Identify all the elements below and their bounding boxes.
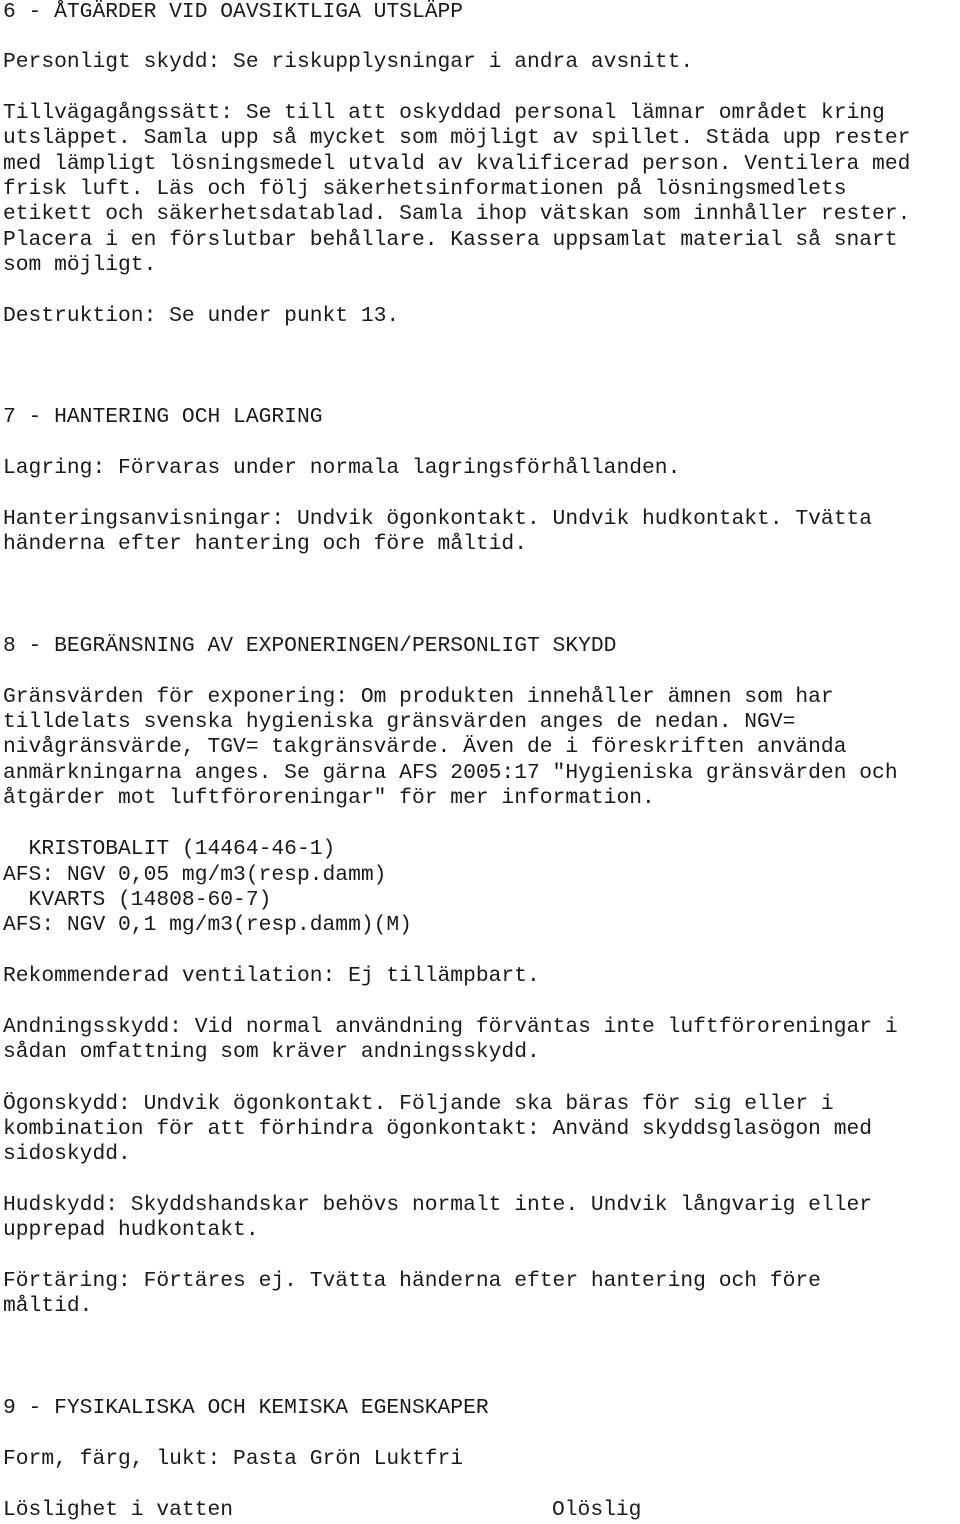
substance-kvarts: KVARTS (14808-60-7)	[3, 888, 272, 912]
section-6-heading: 6 - ÅTGÄRDER VID OAVSIKTLIGA UTSLÄPP	[3, 0, 464, 24]
eye-protection-line-3: sidoskydd.	[3, 1142, 131, 1166]
procedure-line-2: utsläppet. Samla upp så mycket som möjligt av spillet. Städa upp rester	[3, 126, 911, 150]
safety-data-sheet-page	[3, 0, 958, 1522]
eye-protection-line-1: Ögonskydd: Undvik ögonkontakt. Följande ska bäras för sig eller i	[3, 1092, 834, 1116]
exposure-limits-line-1: Gränsvärden för exponering: Om produkten innehåller ämnen som har	[3, 685, 834, 709]
procedure-line-6: Placera i en förslutbar behållare. Kassera uppsamlat material så snart	[3, 228, 898, 252]
storage-line: Lagring: Förvaras under normala lagringsförhållanden.	[3, 456, 681, 480]
procedure-line-7: som möjligt.	[3, 253, 157, 277]
ingestion-line-2: måltid.	[3, 1294, 93, 1318]
procedure-line-1: Tillvägagångssätt: Se till att oskyddad personal lämnar området kring	[3, 101, 885, 125]
substance-kristobalit-limit: AFS: NGV 0,05 mg/m3(resp.damm)	[3, 863, 387, 887]
procedure-line-3: med lämpligt lösningsmedel utvald av kvalificerad person. Ventilera med	[3, 152, 911, 176]
destruction-line: Destruktion: Se under punkt 13.	[3, 304, 400, 328]
ventilation-line: Rekommenderad ventilation: Ej tillämpbart.	[3, 964, 540, 988]
exposure-limits-line-5: åtgärder mot luftföroreningar" för mer information.	[3, 786, 655, 810]
respiratory-line-2: sådan omfattning som kräver andningsskydd.	[3, 1040, 540, 1064]
skin-protection-line-1: Hudskydd: Skyddshandskar behövs normalt inte. Undvik långvarig eller	[3, 1193, 873, 1217]
section-7-heading: 7 - HANTERING OCH LAGRING	[3, 405, 323, 429]
substance-kristobalit: KRISTOBALIT (14464-46-1)	[3, 837, 336, 861]
ingestion-line-1: Förtäring: Förtäres ej. Tvätta händerna efter hantering och före	[3, 1269, 821, 1293]
section-8-heading: 8 - BEGRÄNSNING AV EXPONERINGEN/PERSONLIGT SKYDD	[3, 634, 617, 658]
handling-line-1: Hanteringsanvisningar: Undvik ögonkontakt. Undvik hudkontakt. Tvätta	[3, 507, 873, 531]
solubility-value: Olöslig	[552, 1498, 642, 1522]
section-9-heading: 9 - FYSIKALISKA OCH KEMISKA EGENSKAPER	[3, 1396, 489, 1420]
form-color-odor-line: Form, färg, lukt: Pasta Grön Luktfri	[3, 1447, 464, 1471]
handling-line-2: händerna efter hantering och före måltid.	[3, 532, 527, 556]
eye-protection-line-2: kombination för att förhindra ögonkontakt: Använd skyddsglasögon med	[3, 1117, 873, 1141]
exposure-limits-line-2: tilldelats svenska hygieniska gränsvärden anges de nedan. NGV=	[3, 710, 796, 734]
skin-protection-line-2: upprepad hudkontakt.	[3, 1218, 259, 1242]
exposure-limits-line-4: anmärkningarna anges. Se gärna AFS 2005:17 "Hygieniska gränsvärden och	[3, 761, 898, 785]
personal-protection-line: Personligt skydd: Se riskupplysningar i andra avsnitt.	[3, 50, 694, 74]
solubility-label: Löslighet i vatten	[3, 1498, 234, 1522]
respiratory-line-1: Andningsskydd: Vid normal användning förväntas inte luftföroreningar i	[3, 1015, 898, 1039]
exposure-limits-line-3: nivågränsvärde, TGV= takgränsvärde. Även de i föreskriften använda	[3, 735, 847, 759]
procedure-line-5: etikett och säkerhetsdatablad. Samla ihop vätskan som innhåller rester.	[3, 202, 911, 226]
substance-kvarts-limit: AFS: NGV 0,1 mg/m3(resp.damm)(M)	[3, 913, 412, 937]
procedure-line-4: frisk luft. Läs och följ säkerhetsinformationen på lösningsmedlets	[3, 177, 847, 201]
